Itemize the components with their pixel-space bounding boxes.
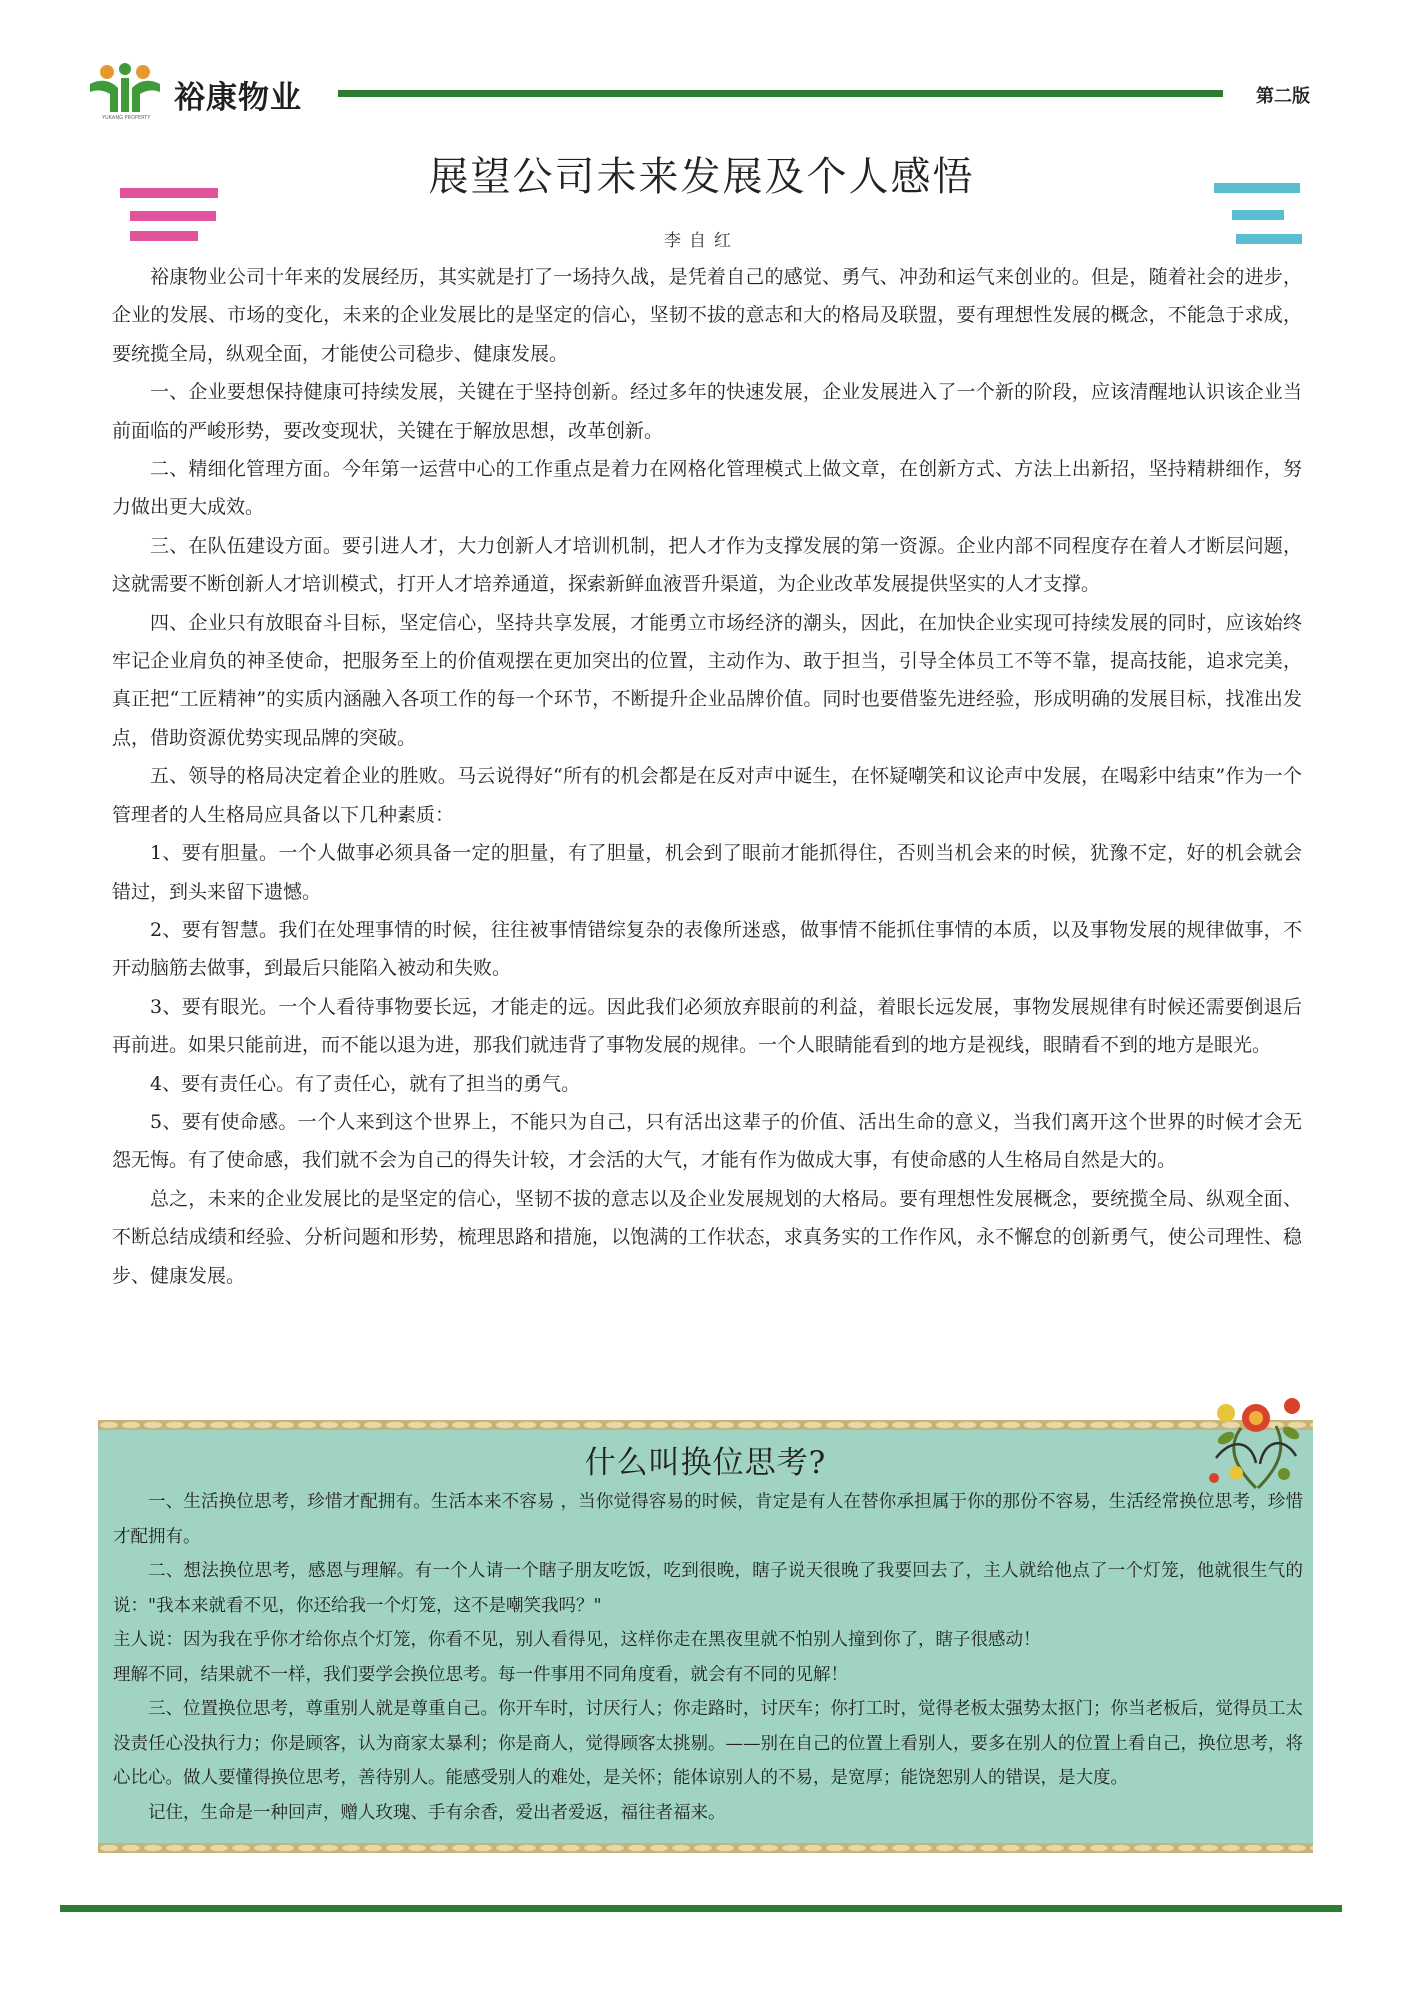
article-paragraph: 四、企业只有放眼奋斗目标，坚定信心，坚持共享发展，才能勇立市场经济的潮头，因此，在加快企业实现可持续发展的同时，应该始终牢记企业肩负的神圣使命，把服务至上的价值观摆在更加突出的位置，主动作为、敢于担当，引导全体员工不等不靠，提高技能，追求完美，真正把“工匠精神”的实质内涵融入各项工作的每一个环节，不断提升企业品牌价值。同时也要借鉴先进经验，形成明确的发展目标，找准出发点，借助资源优势实现品牌的突破。 (112, 611, 1302, 749)
article-body (112, 258, 1302, 1295)
box-paragraph: 三、位置换位思考，尊重别人就是尊重自己。你开车时，讨厌行人；你走路时，讨厌车；你打工时，觉得老板太强势太抠门；你当老板后，觉得员工太没责任心没执行力；你是顾客，认为商家太暴利；你是商人，觉得顾客太挑剔。——别在自己的位置上看别人，要多在别人的位置上看自己，换位思考，将心比心。做人要懂得换位思考，善待别人。能感受别人的难处，是关怀；能体谅别人的不易，是宽厚；能饶恕别人的错误，是大度。 (113, 1699, 1303, 1788)
perspective-box (98, 1425, 1313, 1845)
box-title: 什么叫换位思考? (584, 1445, 827, 1481)
company-name: 裕康物业 (174, 80, 302, 116)
article-paragraph: 三、在队伍建设方面。要引进人才，大力创新人才培训机制，把人才作为支撑发展的第一资源。企业内部不同程度存在着人才断层问题，这就需要不断创新人才培训模式，打开人才培养通道，探索新鲜血液晋升渠道，为企业改革发展提供坚实的人才支撑。 (112, 534, 1302, 596)
article-paragraph: 裕康物业公司十年来的发展经历，其实就是打了一场持久战，是凭着自己的感觉、勇气、冲劲和运气来创业的。但是，随着社会的进步，企业的发展、市场的变化，未来的企业发展比的是坚定的信心，坚韧不拔的意志和大的格局及联盟，要有理想性发展的概念，不能急于求成，要统揽全局，纵观全面，才能使公司稳步、健康发展。 (112, 266, 1302, 365)
box-paragraph: 记住，生命是一种回声，赠人玫瑰、手有余香，爱出者爱返，福往者福来。 (148, 1802, 726, 1823)
rope-border-bottom (98, 1843, 1313, 1853)
article-author: 李自红 (664, 231, 739, 251)
article-paragraph: 二、精细化管理方面。今年第一运营中心的工作重点是着力在网格化管理模式上做文章，在创新方式、方法上出新招，坚持精耕细作，努力做出更大成效。 (112, 458, 1302, 519)
article-paragraph: 五、领导的格局决定着企业的胜败。马云说得好“所有的机会都是在反对声中诞生，在怀疑嘲笑和议论声中发展，在喝彩中结束”作为一个管理者的人生格局应具备以下几种素质： (112, 765, 1302, 826)
header-rule (338, 90, 1223, 97)
box-paragraph: 理解不同，结果就不一样，我们要学会换位思考。每一件事用不同角度看，就会有不同的见解！ (113, 1664, 848, 1685)
article-paragraph: 3、要有眼光。一个人看待事物要长远，才能走的远。因此我们必须放弃眼前的利益，着眼长远发展，事物发展规律有时候还需要倒退后再前进。如果只能前进，而不能以退为进，那我们就违背了事物发展的规律。一个人眼睛能看到的地方是视线，眼睛看不到的地方是眼光。 (112, 995, 1302, 1057)
box-body (113, 1485, 1303, 1830)
footer-rule (60, 1905, 1342, 1912)
box-paragraph: 二、想法换位思考，感恩与理解。有一个人请一个瞎子朋友吃饭，吃到很晚，瞎子说天很晚了我要回去了，主人就给他点了一个灯笼，他就很生气的说："我本来就看不见，你还给我一个灯笼，这不是嘲笑我吗？" (113, 1561, 1303, 1616)
article-paragraph: 1、要有胆量。一个人做事必须具备一定的胆量，有了胆量，机会到了眼前才能抓得住，否则当机会来的时候，犹豫不定，好的机会就会错过，到头来留下遗憾。 (112, 842, 1302, 903)
article-paragraph: 一、企业要想保持健康可持续发展，关键在于坚持创新。经过多年的快速发展，企业发展进入了一个新的阶段，应该清醒地认识该企业当前面临的严峻形势，要改变现状，关键在于解放思想，改革创新。 (112, 381, 1302, 442)
deco-bar-pink-2 (130, 211, 216, 221)
company-sub-name: YUKANG PROPERTY (102, 115, 151, 121)
article-paragraph: 5、要有使命感。一个人来到这个世界上，不能只为自己，只有活出这辈子的价值、活出生命的意义，当我们离开这个世界的时候才会无怨无悔。有了使命感，我们就不会为自己的得失计较，才会活的大气，才能有作为做成大事，有使命感的人生格局自然是大的。 (112, 1110, 1302, 1172)
edition-label: 第二版 (1256, 86, 1310, 107)
box-paragraph: 一、生活换位思考，珍惜才配拥有。生活本来不容易 ，当你觉得容易的时候，肯定是有人在替你承担属于你的那份不容易，生活经常换位思考，珍惜才配拥有。 (113, 1492, 1303, 1547)
flower-ornament-icon (1196, 1378, 1316, 1498)
article-paragraph: 4、要有责任心。有了责任心，就有了担当的勇气。 (150, 1072, 581, 1095)
company-logo (88, 62, 333, 124)
article-paragraph: 总之，未来的企业发展比的是坚定的信心，坚韧不拔的意志以及企业发展规划的大格局。要有理想性发展概念，要统揽全局、纵观全面、不断总结成绩和经验、分析问题和形势，梳理思路和措施，以饱满的工作状态，求真务实的工作作风，永不懈怠的创新勇气，使公司理性、稳步、健康发展。 (112, 1187, 1302, 1287)
box-paragraph: 主人说：因为我在乎你才给你点个灯笼，你看不见，别人看得见，这样你走在黑夜里就不怕别人撞到你了，瞎子很感动！ (113, 1630, 1041, 1650)
rope-border-top (98, 1420, 1313, 1430)
deco-bar-cyan-2 (1232, 210, 1284, 220)
article-paragraph: 2、要有智慧。我们在处理事情的时候，往往被事情错综复杂的表像所迷惑，做事情不能抓住事情的本质，以及事物发展的规律做事，不开动脑筋去做事，到最后只能陷入被动和失败。 (112, 918, 1302, 980)
article-title: 展望公司未来发展及个人感悟 (428, 154, 975, 200)
